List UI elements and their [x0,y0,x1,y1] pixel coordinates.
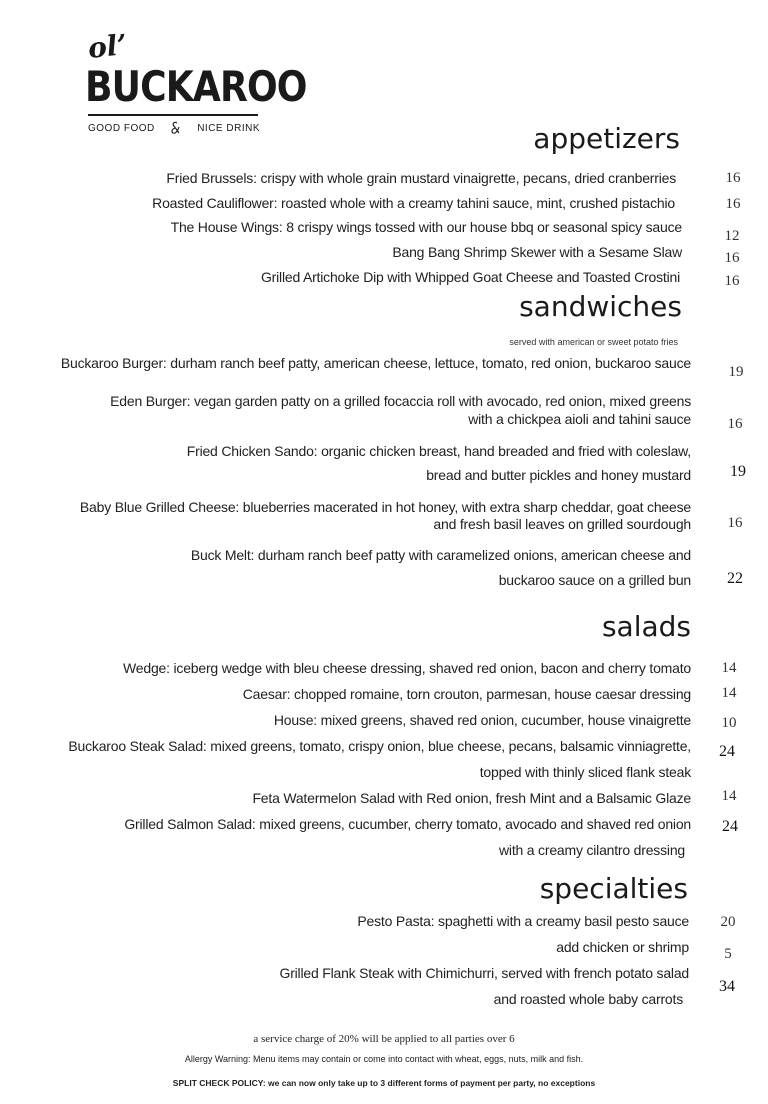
menu-item-text: topped with thinly sliced flank steak [479,764,691,780]
menu-item-price: 16 [725,170,741,186]
section-heading-specialties: specialties [539,872,688,905]
menu-item-text: Buckaroo Burger: durham ranch beef patty, american cheese, lettuce, tomato, red onion, buckaroo sauce [60,355,691,371]
allergy-warning: Allergy Warning: Menu items may contain or come into contact with wheat, eggs, nuts, milk and fish. [184,1054,584,1064]
menu-item-text: Grilled Artichoke Dip with Whipped Goat Cheese and Toasted Crostini [260,269,680,285]
logo-divider [88,114,258,116]
menu-item-text: buckaroo sauce on a grilled bun [498,572,691,588]
menu-item-text: with a chickpea aioli and tahini sauce [468,411,691,427]
menu-item-text: bread and butter pickles and honey mustard [426,467,691,483]
logo-tag-left: GOOD FOOD [88,122,155,134]
menu-item-price: 14 [721,685,737,701]
menu-item-text: Feta Watermelon Salad with Red onion, fresh Mint and a Balsamic Glaze [252,790,691,806]
menu-item-price: 22 [727,570,743,587]
menu-item-price: 19 [730,463,746,480]
menu-item-text: Bang Bang Shrimp Skewer with a Sesame Slaw [392,244,682,260]
menu-item-text: Fried Chicken Sando: organic chicken breast, hand breaded and fried with coleslaw, [186,443,691,459]
section-heading-salads: salads [601,610,691,643]
menu-item-text: and fresh basil leaves on grilled sourdough [433,516,691,532]
menu-item-text: Pesto Pasta: spaghetti with a creamy basil pesto sauce [357,913,689,929]
menu-item-text: Roasted Cauliflower: roasted whole with a creamy tahini sauce, mint, crushed pistachio [152,195,675,211]
menu-item-price: 24 [719,743,735,760]
menu-item-text: and roasted whole baby carrots [493,991,683,1007]
menu-item-text: add chicken or shrimp [556,939,689,955]
menu-item-price: 16 [725,196,741,212]
menu-item-price: 16 [727,515,743,531]
menu-item-text: with a creamy cilantro dressing [499,842,685,858]
section-heading-sandwiches: sandwiches [519,290,682,323]
menu-item-price: 19 [728,364,744,380]
logo-script-ol: ol’ [86,28,129,65]
ampersand-icon [170,121,182,135]
menu-item-text: Buckaroo Steak Salad: mixed greens, tomato, crispy onion, blue cheese, pecans, balsamic vinniagrette, [68,738,691,754]
menu-item-text: Wedge: iceberg wedge with bleu cheese dressing, shaved red onion, bacon and cherry tomato [123,660,691,676]
menu-item-text: Baby Blue Grilled Cheese: blueberries macerated in hot honey, with extra sharp cheddar, goat cheese [79,499,691,515]
menu-item-price: 10 [721,715,737,731]
menu-item-price: 16 [727,416,743,432]
menu-item-text: Grilled Flank Steak with Chimichurri, served with french potato salad [279,965,689,981]
menu-item-text: Grilled Salmon Salad: mixed greens, cucumber, cherry tomato, avocado and shaved red onion [124,816,691,832]
menu-item-price: 16 [724,273,740,289]
split-check-policy: SPLIT CHECK POLICY: we can now only take up to 3 different forms of payment per party, no exceptions [172,1078,596,1088]
menu-item-text: Caesar: chopped romaine, torn crouton, parmesan, house caesar dressing [242,686,691,702]
menu-item-text: Eden Burger: vegan garden patty on a grilled focaccia roll with avocado, red onion, mixed greens [110,393,691,409]
menu-item-price: 12 [724,228,740,244]
logo-tagline [88,121,260,135]
menu-item-text: Fried Brussels: crispy with whole grain mustard vinaigrette, pecans, dried cranberries [166,170,676,186]
menu-item-text: Buck Melt: durham ranch beef patty with caramelized onions, american cheese and [190,547,691,563]
menu-item-price: 5 [724,946,732,962]
section-heading-appetizers: appetizers [533,122,680,155]
menu-item-price: 14 [721,788,737,804]
menu-item-price: 24 [722,818,738,835]
menu-item-text: The House Wings: 8 crispy wings tossed with our house bbq or seasonal spicy sauce [170,219,682,235]
menu-item-text: House: mixed greens, shaved red onion, cucumber, house vinaigrette [273,712,691,728]
logo-tag-right: NICE DRINK [197,122,260,134]
menu-item-price: 34 [719,978,735,995]
menu-item-price: 20 [720,914,736,930]
service-charge-note: a service charge of 20% will be applied to all parties over 6 [253,1033,515,1045]
logo-wordmark: BUCKAROO [85,62,307,111]
menu-item-price: 16 [724,250,740,266]
sandwiches-note: served with american or sweet potato fries [509,337,678,347]
menu-item-price: 14 [721,660,737,676]
